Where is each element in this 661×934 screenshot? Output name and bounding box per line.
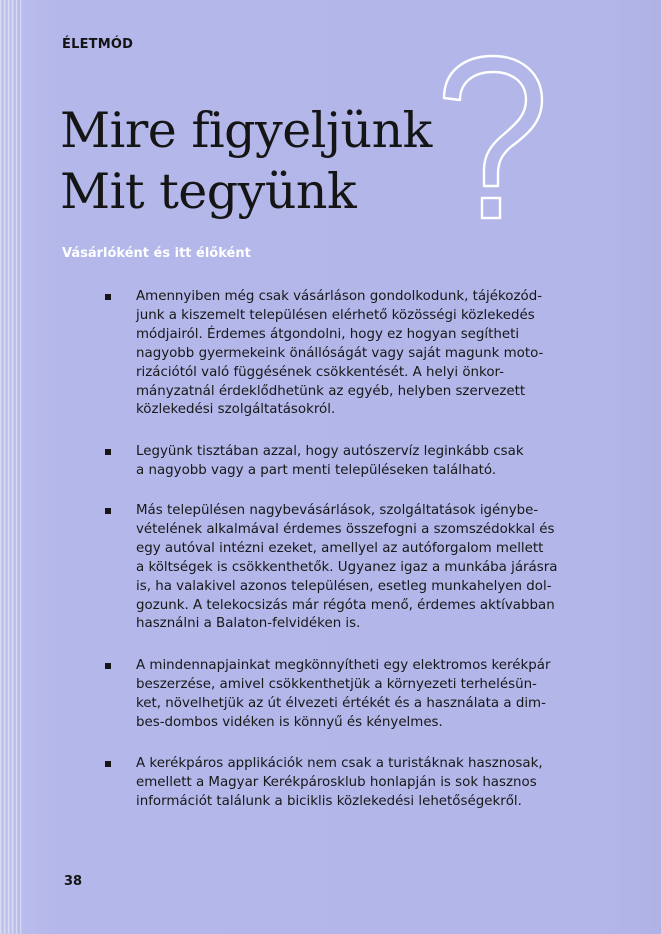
section-subheading: Vásárlóként és itt élőként [62, 246, 251, 261]
square-bullet-icon [105, 761, 111, 767]
list-item-text: Más településen nagybevásárlások, szolgáltatások igénybe- vételének alkalmával érdemes összefogni a szomszédokkal és egy autóval intézni ezeket, amellyel az autóforgalom mellett a költségek is csökkenthetők. Ugyanez igaz a munkába járásra is, ha valakivel azonos településen, esetleg munkahelyen dol- gozunk. A telekocsizás már régóta menő, érdemes aktívabban használni a Balaton-felvidéken is. [136, 503, 558, 632]
list-item-text: A kerékpáros applikációk nem csak a turistáknak hasznosak, emellett a Magyar Kerékpárosklub honlapján is sok hasznos információt találunk a biciklis közlekedési lehetőségekről. [136, 756, 543, 809]
list-item-text: Amennyiben még csak vásárláson gondolkodunk, tájékozód- junk a kiszemelt településen elérhető közösségi közlekedés módjairól. Érdemes átgondolni, hogy ez hogyan segítheti nagyobb gyermekeink önállóságát vagy saját magunk moto- rizációtól való függésének csökkentését. A helyi önkor- mányzatnál érdeklődhetünk az egyéb, helyben szervezett közlekedési szolgáltatásokról. [136, 289, 544, 418]
book-spine-shadow [0, 0, 22, 934]
list-item-text: Legyünk tisztában azzal, hogy autószervíz leginkább csak a nagyobb vagy a part menti településeken található. [136, 444, 524, 478]
square-bullet-icon [105, 508, 111, 514]
square-bullet-icon [105, 449, 111, 455]
list-item-text: A mindennapjainkat megkönnyítheti egy elektromos kerékpár beszerzése, amivel csökkenthetjük a környezeti terhelésün- ket, növelhetjük az út élvezeti értékét és a használata a dim- bes-dombos vidéken is könnyű és kényelmes. [136, 658, 551, 730]
section-label: ÉLETMÓD [62, 37, 134, 52]
square-bullet-icon [105, 294, 111, 300]
square-bullet-icon [105, 663, 111, 669]
question-mark-icon [438, 50, 548, 230]
page-number: 38 [64, 874, 83, 889]
page-title [60, 100, 432, 222]
title-line-2: Mit tegyünk [60, 163, 357, 220]
title-line-1: Mire figyeljünk [60, 102, 432, 159]
